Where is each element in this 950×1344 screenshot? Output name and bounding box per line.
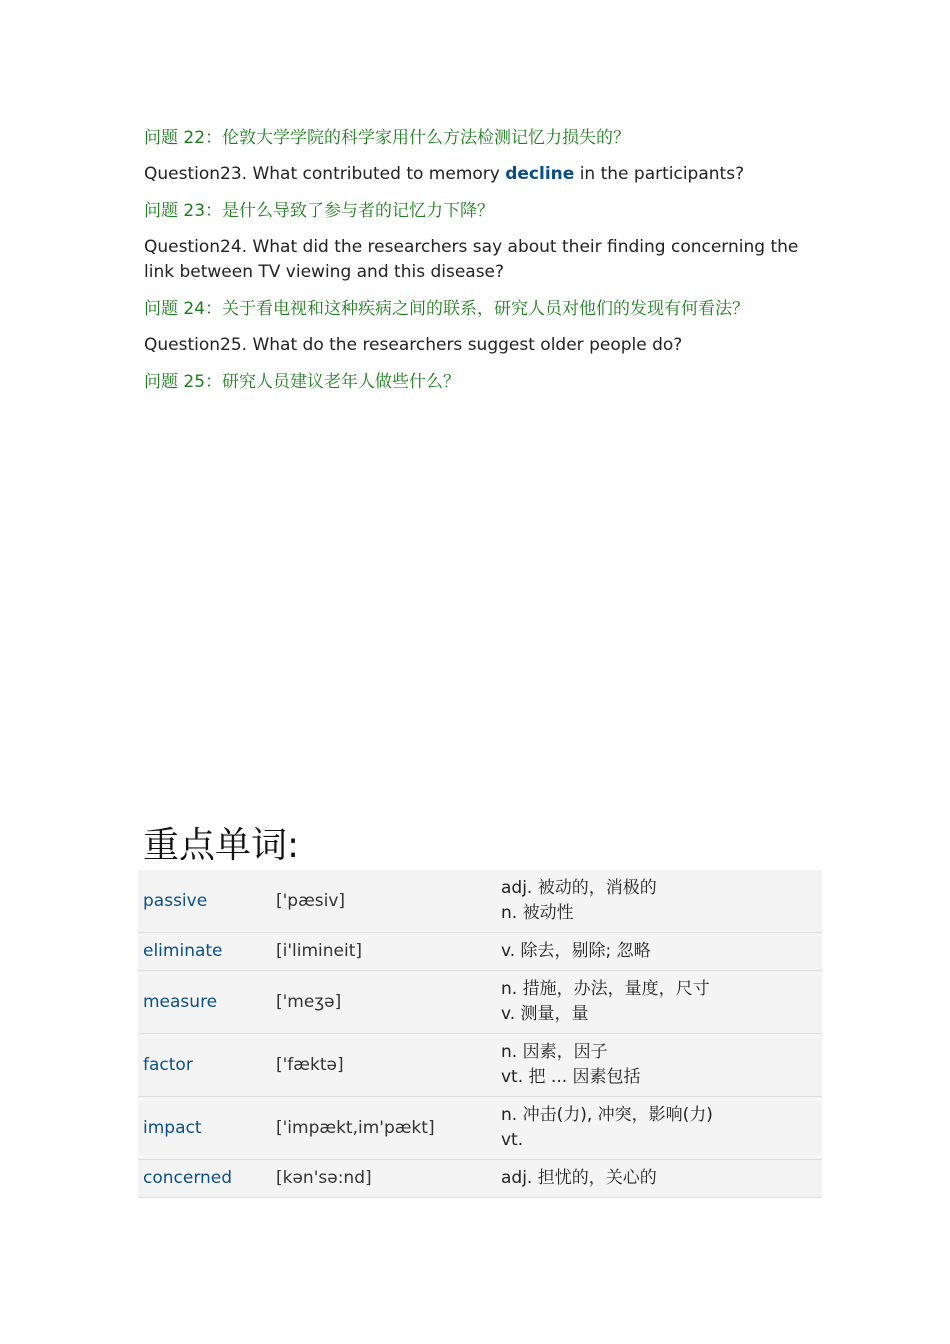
vocab-word[interactable]: passive <box>138 870 271 933</box>
definition-line: adj. 担忧的，关心的 <box>501 1168 657 1188</box>
question-23-en-part1: Question23. What contributed to memory <box>144 164 506 184</box>
vocab-row <box>138 1097 822 1160</box>
vocab-word[interactable]: eliminate <box>138 933 271 971</box>
vocab-heading: 重点单词: <box>143 825 300 866</box>
vocab-phonetic: ['fæktə] <box>271 1034 496 1097</box>
vocab-definition <box>496 1097 822 1160</box>
question-25-zh: 问题 25：研究人员建议老年人做些什么？ <box>144 372 461 392</box>
vocab-phonetic: ['meʒə] <box>271 971 496 1034</box>
definition-line: v. 除去，剔除; 忽略 <box>501 941 651 961</box>
vocab-table <box>138 870 822 1198</box>
vocab-word[interactable]: factor <box>138 1034 271 1097</box>
definition-line: n. 因素，因子 <box>501 1042 608 1062</box>
question-24-en: Question24. What did the researchers say about their finding concerning the link between TV viewing and this disease? <box>144 237 799 282</box>
vocab-row <box>138 933 822 971</box>
vocab-word[interactable]: impact <box>138 1097 271 1160</box>
definition-line: n. 被动性 <box>501 903 574 923</box>
vocab-phonetic: ['pæsiv] <box>271 870 496 933</box>
question-22-zh: 问题 22：伦敦大学学院的科学家用什么方法检测记忆力损失的？ <box>144 128 631 148</box>
vocab-definition <box>496 971 822 1034</box>
question-23-en <box>144 162 804 187</box>
question-23-zh: 问题 23：是什么导致了参与者的记忆力下降？ <box>144 201 495 221</box>
vocab-row <box>138 870 822 933</box>
definition-line: n. 冲击(力), 冲突，影响(力) <box>501 1105 713 1125</box>
keyword-decline[interactable]: decline <box>505 164 575 184</box>
vocab-row <box>138 971 822 1034</box>
question-list <box>144 126 804 406</box>
definition-line: vt. <box>501 1130 524 1150</box>
vocab-phonetic: ['impækt,im'pækt] <box>271 1097 496 1160</box>
vocab-definition <box>496 1160 822 1198</box>
vocab-definition <box>496 1034 822 1097</box>
definition-line: adj. 被动的，消极的 <box>501 878 657 898</box>
vocab-definition <box>496 933 822 971</box>
question-25-en: Question25. What do the researchers suggest older people do? <box>144 335 683 355</box>
question-24-zh: 问题 24：关于看电视和这种疾病之间的联系，研究人员对他们的发现有何看法？ <box>144 299 750 319</box>
vocab-phonetic: [kən'sə:nd] <box>271 1160 496 1198</box>
definition-line: n. 措施，办法，量度，尺寸 <box>501 979 710 999</box>
vocab-definition <box>496 870 822 933</box>
vocab-word[interactable]: concerned <box>138 1160 271 1198</box>
vocab-phonetic: [i'limineit] <box>271 933 496 971</box>
definition-line: v. 测量，量 <box>501 1004 589 1024</box>
question-23-en-part2: in the participants? <box>574 164 745 184</box>
definition-line: vt. 把 ... 因素包括 <box>501 1067 641 1087</box>
vocab-row <box>138 1160 822 1198</box>
vocab-row <box>138 1034 822 1097</box>
vocab-word[interactable]: measure <box>138 971 271 1034</box>
